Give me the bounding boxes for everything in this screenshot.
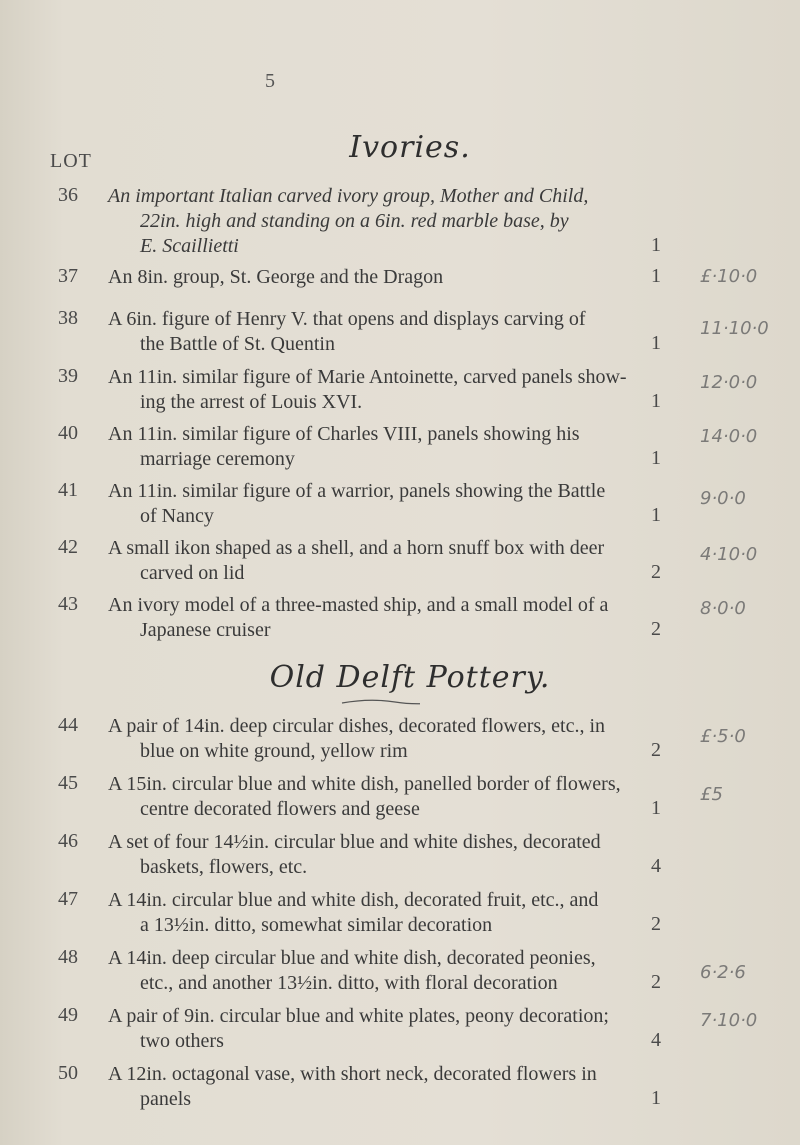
section-heading-ivories: Ivories.	[349, 130, 471, 165]
lot-number: 41	[58, 479, 78, 501]
lot-description-line: blue on white ground, yellow rim	[140, 740, 408, 762]
lot-column-header: LOT	[50, 150, 92, 172]
heading-flourish-icon	[340, 698, 420, 706]
lot-description-line: centre decorated flowers and geese	[140, 798, 420, 820]
pencil-price-note: 7·10·0	[700, 1010, 758, 1031]
lot-description	[108, 1062, 668, 1112]
lot-description	[108, 888, 668, 938]
lot-description-line: An 8in. group, St. George and the Dragon	[108, 266, 444, 288]
lot-quantity: 1	[651, 504, 661, 526]
lot-quantity: 4	[651, 855, 661, 877]
lot-quantity: 1	[651, 234, 661, 256]
lot-quantity: 1	[651, 390, 661, 412]
lot-description-line: marriage ceremony	[140, 448, 295, 470]
lot-description-line: of Nancy	[140, 505, 214, 527]
lot-description-line: etc., and another 13½in. ditto, with floral decoration	[140, 972, 558, 994]
pencil-price-note: £·10·0	[700, 266, 758, 287]
pencil-price-note: 9·0·0	[700, 488, 746, 509]
lot-number: 50	[58, 1062, 78, 1084]
lot-description-line: two others	[140, 1030, 224, 1052]
lot-quantity: 1	[651, 1087, 661, 1109]
lot-description-line: An ivory model of a three-masted ship, and a small model of a	[108, 594, 609, 616]
lot-description-line: baskets, flowers, etc.	[140, 856, 308, 878]
pencil-price-note: £5	[700, 784, 723, 805]
lot-description	[108, 184, 668, 259]
lot-quantity: 2	[651, 971, 661, 993]
lot-description-line: An 11in. similar figure of Marie Antoinette, carved panels show-	[108, 366, 627, 388]
lot-description-line: a 13½in. ditto, somewhat similar decoration	[140, 914, 493, 936]
lot-description	[108, 714, 668, 764]
lot-description-line: E. Scaillietti	[140, 235, 239, 257]
lot-description-line: A small ikon shaped as a shell, and a horn snuff box with deer	[108, 537, 605, 559]
lot-description-line: A pair of 9in. circular blue and white plates, peony decoration;	[108, 1005, 609, 1027]
lot-number: 37	[58, 265, 78, 287]
lot-description	[108, 422, 668, 472]
lot-number: 46	[58, 830, 78, 852]
lot-description	[108, 830, 668, 880]
lot-description-line: ing the arrest of Louis XVI.	[140, 391, 363, 413]
lot-number: 47	[58, 888, 78, 910]
lot-description-line: panels	[140, 1088, 192, 1110]
lot-description	[108, 536, 668, 586]
lot-description-line: Japanese cruiser	[140, 619, 271, 641]
lot-number: 40	[58, 422, 78, 444]
lot-quantity: 2	[651, 618, 661, 640]
lot-description-line: A 14in. deep circular blue and white dish, decorated peonies,	[108, 947, 596, 969]
lot-description-line: An 11in. similar figure of Charles VIII, panels showing his	[108, 423, 580, 445]
pencil-price-note: 8·0·0	[700, 598, 746, 619]
lot-description	[108, 265, 668, 290]
lot-quantity: 1	[651, 797, 661, 819]
lot-description-line: A set of four 14½in. circular blue and white dishes, decorated	[108, 831, 601, 853]
lot-number: 44	[58, 714, 78, 736]
lot-description	[108, 479, 668, 529]
pencil-price-note: £·5·0	[700, 726, 746, 747]
lot-description	[108, 365, 668, 415]
section-heading-delft: Old Delft Pottery.	[269, 660, 551, 695]
lot-description-line: An important Italian carved ivory group, Mother and Child,	[108, 185, 589, 207]
lot-quantity: 1	[651, 265, 661, 287]
pencil-price-note: 6·2·6	[700, 962, 746, 983]
lot-description	[108, 946, 668, 996]
lot-description	[108, 593, 668, 643]
lot-description-line: A 15in. circular blue and white dish, panelled border of flowers,	[108, 773, 621, 795]
lot-number: 45	[58, 772, 78, 794]
lot-quantity: 1	[651, 447, 661, 469]
lot-description-line: A 14in. circular blue and white dish, decorated fruit, etc., and	[108, 889, 599, 911]
lot-description-line: A 12in. octagonal vase, with short neck, decorated flowers in	[108, 1063, 597, 1085]
lot-description	[108, 307, 668, 357]
lot-number: 39	[58, 365, 78, 387]
pencil-price-note: 4·10·0	[700, 544, 758, 565]
lot-description	[108, 772, 668, 822]
lot-description-line: A 6in. figure of Henry V. that opens and displays carving of	[108, 308, 586, 330]
lot-number: 48	[58, 946, 78, 968]
lot-number: 42	[58, 536, 78, 558]
lot-quantity: 1	[651, 332, 661, 354]
lot-number: 49	[58, 1004, 78, 1026]
lot-description	[108, 1004, 668, 1054]
lot-number: 38	[58, 307, 78, 329]
lot-description-line: the Battle of St. Quentin	[140, 333, 335, 355]
page-number: 5	[265, 70, 275, 92]
lot-description-line: 22in. high and standing on a 6in. red marble base, by	[140, 210, 569, 232]
lot-description-line: carved on lid	[140, 562, 245, 584]
lot-number: 43	[58, 593, 78, 615]
lot-description-line: A pair of 14in. deep circular dishes, decorated flowers, etc., in	[108, 715, 606, 737]
lot-quantity: 2	[651, 739, 661, 761]
pencil-price-note: 12·0·0	[700, 372, 758, 393]
lot-quantity: 2	[651, 913, 661, 935]
lot-quantity: 2	[651, 561, 661, 583]
pencil-price-note: 14·0·0	[700, 426, 758, 447]
lot-description-line: An 11in. similar figure of a warrior, panels showing the Battle	[108, 480, 606, 502]
pencil-price-note: 11·10·0	[700, 318, 769, 339]
lot-number: 36	[58, 184, 78, 206]
lot-quantity: 4	[651, 1029, 661, 1051]
